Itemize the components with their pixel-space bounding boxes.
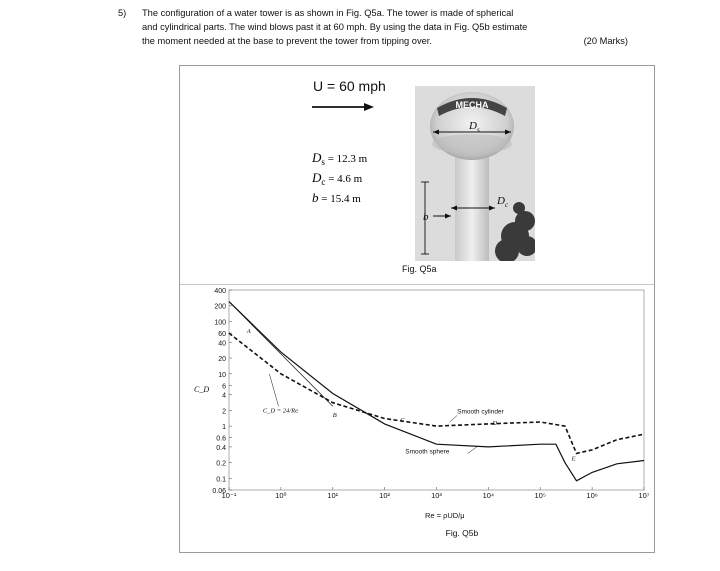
dim-dc: $D_c = 4.6$ m <box>312 170 363 188</box>
annotation-C: C <box>400 416 405 424</box>
svg-text:s: s <box>477 126 480 134</box>
annotation-B: B <box>332 411 337 419</box>
dim-b: b = 15.4 m <box>312 190 361 206</box>
y-tick-label: 2 <box>222 408 226 416</box>
document-page <box>24 0 696 571</box>
x-tick-label: 10³ <box>431 491 442 500</box>
x-tick-label: 10⁶ <box>586 491 598 500</box>
svg-text:b: b <box>423 211 429 223</box>
y-tick-label: 1 <box>222 424 226 432</box>
y-tick-label: 40 <box>218 340 226 348</box>
smooth-sphere-label: Smooth sphere <box>405 448 450 456</box>
drag-coefficient-chart <box>180 284 654 552</box>
y-tick-label: 0.6 <box>216 435 226 443</box>
question-line-1: The configuration of a water tower is as shown in Fig. Q5a. The tower is made of spherical <box>142 8 514 18</box>
y-tick-label: 4 <box>222 392 226 400</box>
y-tick-label: 60 <box>218 331 226 339</box>
fig-b-caption: Fig. Q5b <box>445 528 479 538</box>
smooth-cylinder-label: Smooth cylinder <box>457 408 504 416</box>
x-tick-label: 10⁴ <box>482 491 495 500</box>
y-tick-label: 0.2 <box>216 460 226 468</box>
svg-text:D: D <box>497 195 505 207</box>
annotation-A: A <box>246 328 251 336</box>
fig-a-caption: Fig. Q5a <box>402 264 437 274</box>
x-tick-label: 10⁻¹ <box>221 491 237 500</box>
question-number: 5) <box>118 8 127 18</box>
annotation-E: E <box>571 455 576 463</box>
dim-ds: $D_s = 12.3$ m <box>312 150 368 168</box>
y-tick-label: 400 <box>214 288 226 295</box>
smooth-cylinder-pointer <box>450 415 457 422</box>
question-text <box>118 6 628 49</box>
question-line-3: the moment needed at the base to prevent the tower from tipping over. <box>142 36 432 47</box>
question-line-2: and cylindrical parts. The wind blows past it at 60 mph. By using the data in Fig. Q5b estimate <box>142 22 528 33</box>
x-tick-label: 10² <box>379 491 391 500</box>
velocity-label: U = 60 mph <box>313 78 386 94</box>
plot-frame <box>229 290 644 490</box>
y-tick-label: 100 <box>214 319 226 327</box>
x-tick-label: 10⁷ <box>638 491 650 500</box>
svg-text:D: D <box>469 120 477 132</box>
y-tick-label: 200 <box>214 303 226 311</box>
svg-text:c: c <box>505 201 509 209</box>
x-tick-label: 10⁵ <box>534 491 546 500</box>
water-tower-photo <box>415 86 535 261</box>
y-tick-label: 0.06 <box>212 488 226 495</box>
dimension-list <box>312 150 367 207</box>
series-3-line <box>238 311 333 406</box>
x-axis-label: Re = ρUD/μ <box>424 511 465 520</box>
wind-arrow-icon <box>312 102 374 112</box>
annotation-D: D <box>492 419 498 427</box>
y-tick-label: 0.1 <box>216 476 226 484</box>
y-tick-label: 20 <box>218 356 226 364</box>
formula-label: C_D = 24/Re <box>262 407 298 415</box>
svg-text:MECHA: MECHA <box>455 100 489 110</box>
y-axis-label: C_D <box>194 384 210 394</box>
y-tick-label: 0.4 <box>216 444 226 452</box>
series-1-line <box>229 333 644 456</box>
y-tick-label: 10 <box>218 371 226 379</box>
x-tick-label: 10¹ <box>327 491 339 500</box>
question-marks: (20 Marks) <box>583 36 628 46</box>
x-tick-label: 10⁰ <box>275 491 287 500</box>
formula-pointer <box>269 374 278 406</box>
smooth-sphere-pointer <box>468 447 477 454</box>
figure-box <box>179 65 655 553</box>
y-tick-label: 6 <box>222 383 226 391</box>
